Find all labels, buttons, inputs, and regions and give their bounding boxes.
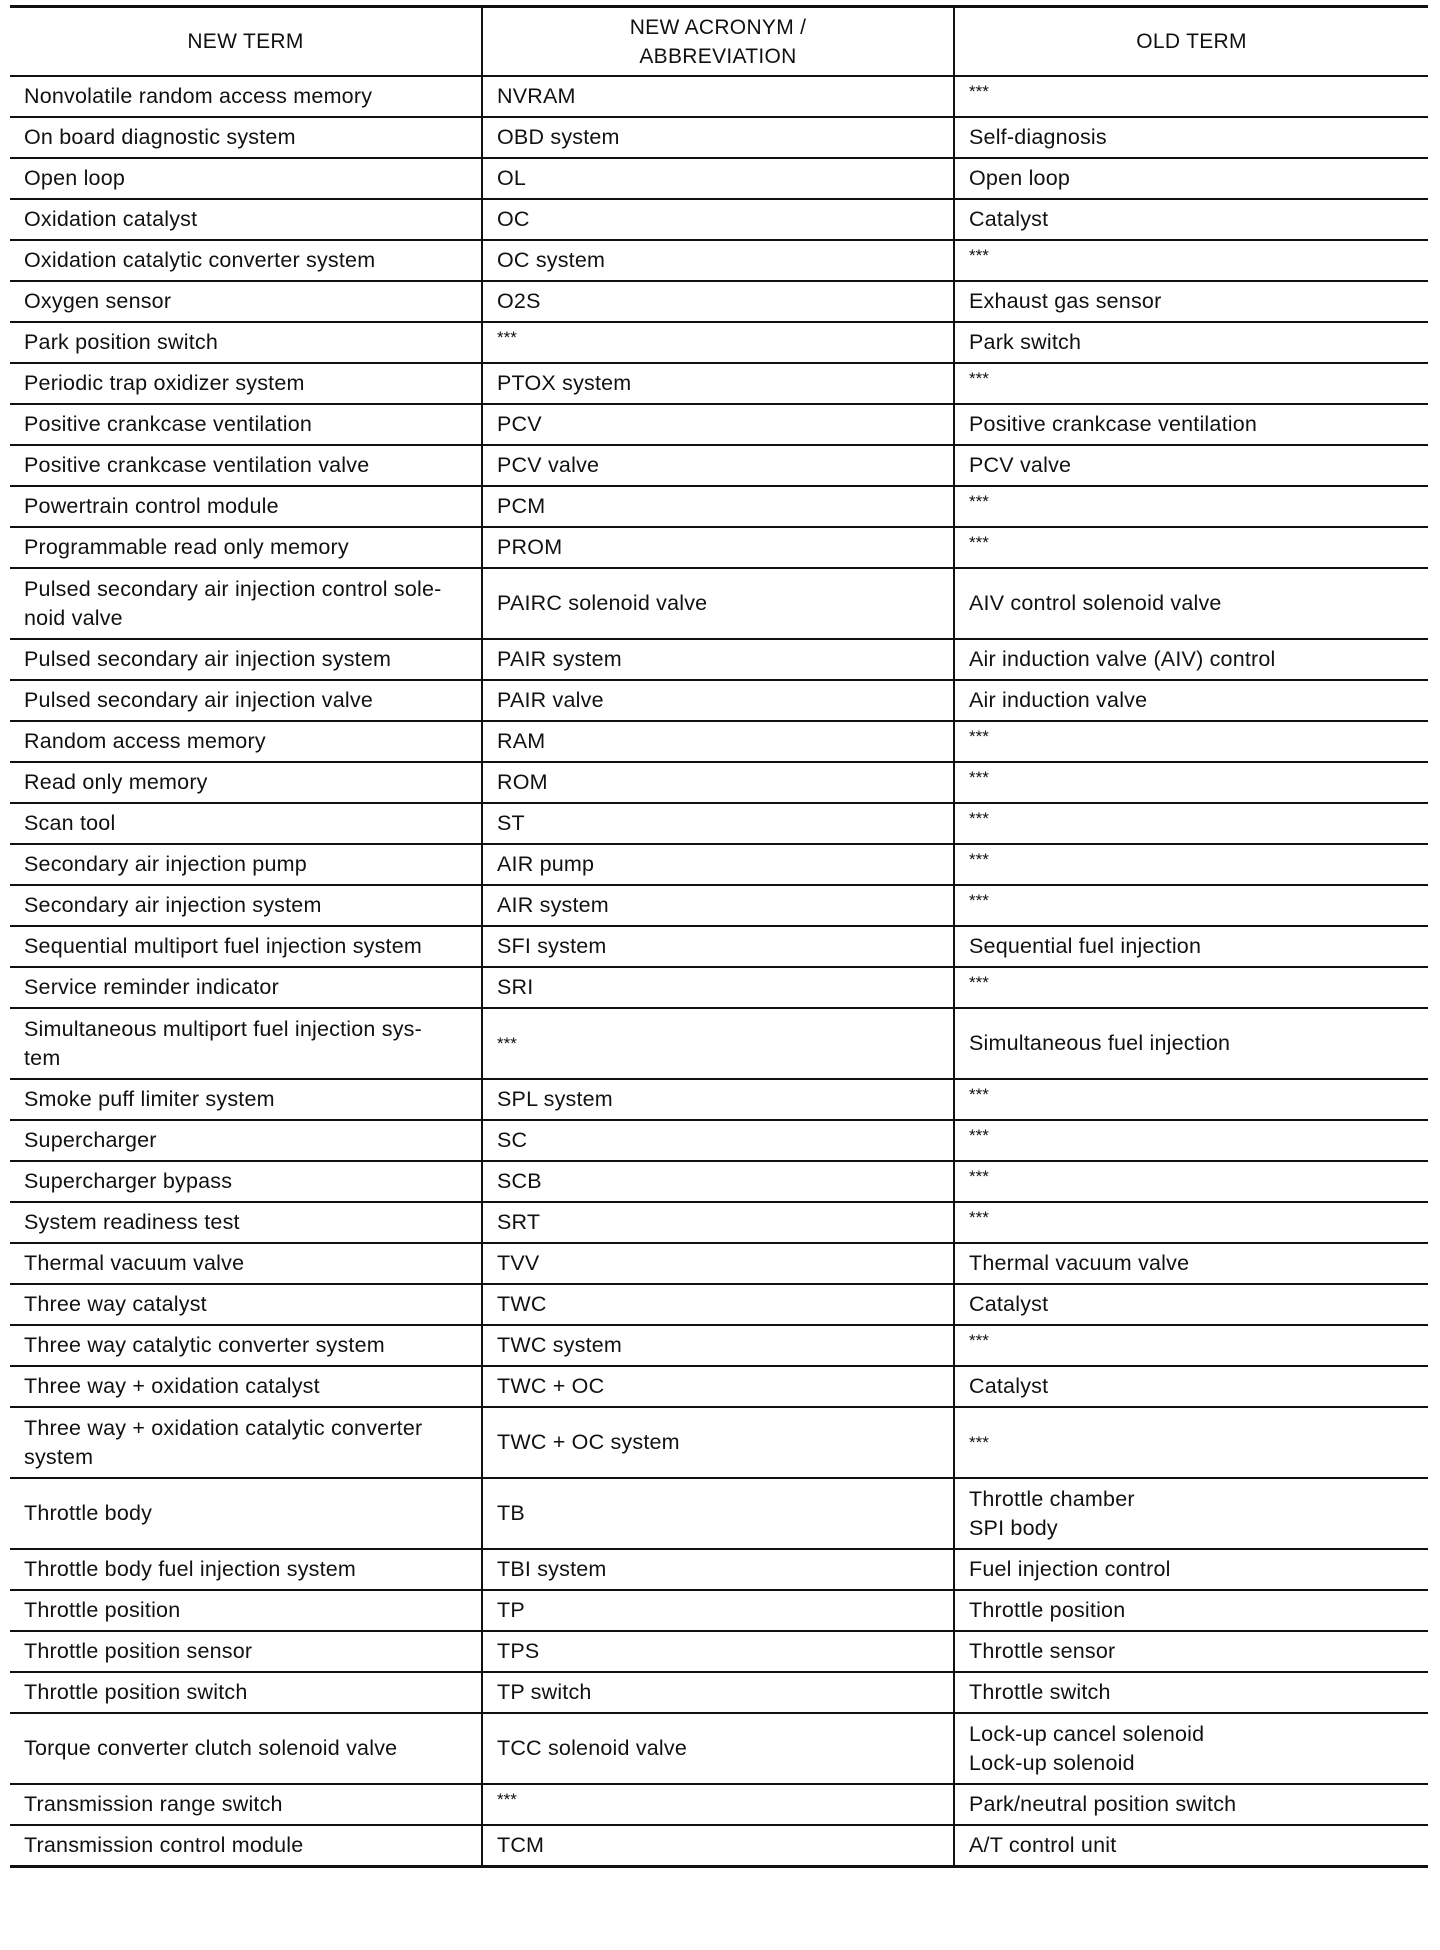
old-term-cell: Park switch <box>954 322 1428 363</box>
terminology-table <box>10 5 1428 1868</box>
acronym-cell: NVRAM <box>482 76 954 117</box>
acronym-cell: OC system <box>482 240 954 281</box>
acronym-cell: TCM <box>482 1825 954 1866</box>
old-term-cell: *** <box>954 486 1428 527</box>
acronym-cell: PCV <box>482 404 954 445</box>
table-row <box>10 639 1428 680</box>
table-row <box>10 967 1428 1008</box>
old-term-cell: Air induction valve <box>954 680 1428 721</box>
new-term-cell: Oxygen sensor <box>10 281 482 322</box>
old-term-cell: *** <box>954 527 1428 568</box>
old-term-cell: Positive crankcase ventilation <box>954 404 1428 445</box>
table-row <box>10 404 1428 445</box>
old-term-cell: Park/neutral position switch <box>954 1784 1428 1825</box>
new-term-cell: Pulsed secondary air injection control sole- noid valve <box>10 568 482 639</box>
header-old-term: OLD TERM <box>954 7 1428 77</box>
acronym-cell: TWC system <box>482 1325 954 1366</box>
old-term-cell: Throttle chamber SPI body <box>954 1478 1428 1549</box>
new-term-cell: Secondary air injection system <box>10 885 482 926</box>
acronym-cell: TVV <box>482 1243 954 1284</box>
acronym-cell: TPS <box>482 1631 954 1672</box>
table-row <box>10 158 1428 199</box>
new-term-cell: Three way catalytic converter system <box>10 1325 482 1366</box>
old-term-cell: *** <box>954 363 1428 404</box>
old-term-cell: *** <box>954 803 1428 844</box>
table-row <box>10 1713 1428 1784</box>
acronym-cell: OC <box>482 199 954 240</box>
table-row <box>10 363 1428 404</box>
acronym-cell: O2S <box>482 281 954 322</box>
acronym-cell: AIR system <box>482 885 954 926</box>
new-term-cell: Supercharger <box>10 1120 482 1161</box>
acronym-cell: SFI system <box>482 926 954 967</box>
table-row <box>10 1325 1428 1366</box>
table-row <box>10 76 1428 117</box>
new-term-cell: Transmission range switch <box>10 1784 482 1825</box>
acronym-cell: TWC + OC <box>482 1366 954 1407</box>
table-row <box>10 885 1428 926</box>
old-term-cell: Catalyst <box>954 199 1428 240</box>
acronym-cell: SCB <box>482 1161 954 1202</box>
old-term-cell: PCV valve <box>954 445 1428 486</box>
old-term-cell: *** <box>954 885 1428 926</box>
old-term-cell: *** <box>954 76 1428 117</box>
old-term-cell: *** <box>954 1407 1428 1478</box>
acronym-cell: *** <box>482 1784 954 1825</box>
table-row <box>10 926 1428 967</box>
table-row <box>10 1243 1428 1284</box>
old-term-cell: *** <box>954 762 1428 803</box>
table-row <box>10 1161 1428 1202</box>
acronym-cell: TBI system <box>482 1549 954 1590</box>
table-row <box>10 486 1428 527</box>
table-row <box>10 1366 1428 1407</box>
old-term-cell: *** <box>954 967 1428 1008</box>
table-row <box>10 844 1428 885</box>
old-term-cell: Lock-up cancel solenoid Lock-up solenoid <box>954 1713 1428 1784</box>
table-row <box>10 803 1428 844</box>
old-term-cell: Throttle sensor <box>954 1631 1428 1672</box>
acronym-cell: SPL system <box>482 1079 954 1120</box>
old-term-cell: *** <box>954 1079 1428 1120</box>
table-row <box>10 1631 1428 1672</box>
table-row <box>10 1825 1428 1866</box>
old-term-cell: Sequential fuel injection <box>954 926 1428 967</box>
new-term-cell: Service reminder indicator <box>10 967 482 1008</box>
table-body <box>10 76 1428 1866</box>
old-term-cell: AIV control solenoid valve <box>954 568 1428 639</box>
document-page <box>10 5 1428 1868</box>
new-term-cell: Thermal vacuum valve <box>10 1243 482 1284</box>
header-new-term: NEW TERM <box>10 7 482 77</box>
old-term-cell: Simultaneous fuel injection <box>954 1008 1428 1079</box>
table-row <box>10 1478 1428 1549</box>
acronym-cell: TP <box>482 1590 954 1631</box>
new-term-cell: Park position switch <box>10 322 482 363</box>
table-row <box>10 1784 1428 1825</box>
table-row <box>10 1549 1428 1590</box>
old-term-cell: Exhaust gas sensor <box>954 281 1428 322</box>
acronym-cell: RAM <box>482 721 954 762</box>
new-term-cell: Pulsed secondary air injection valve <box>10 680 482 721</box>
old-term-cell: Self-diagnosis <box>954 117 1428 158</box>
new-term-cell: Three way + oxidation catalytic converter system <box>10 1407 482 1478</box>
old-term-cell: *** <box>954 1202 1428 1243</box>
new-term-cell: Throttle position <box>10 1590 482 1631</box>
new-term-cell: Pulsed secondary air injection system <box>10 639 482 680</box>
old-term-cell: Open loop <box>954 158 1428 199</box>
old-term-cell: *** <box>954 721 1428 762</box>
acronym-cell: PAIR valve <box>482 680 954 721</box>
new-term-cell: Torque converter clutch solenoid valve <box>10 1713 482 1784</box>
old-term-cell: Catalyst <box>954 1366 1428 1407</box>
table-row <box>10 1672 1428 1713</box>
table-row <box>10 762 1428 803</box>
old-term-cell: A/T control unit <box>954 1825 1428 1866</box>
acronym-cell: TP switch <box>482 1672 954 1713</box>
acronym-cell: PAIR system <box>482 639 954 680</box>
new-term-cell: Scan tool <box>10 803 482 844</box>
new-term-cell: Three way + oxidation catalyst <box>10 1366 482 1407</box>
table-row <box>10 281 1428 322</box>
table-row <box>10 445 1428 486</box>
new-term-cell: Oxidation catalytic converter system <box>10 240 482 281</box>
old-term-cell: *** <box>954 844 1428 885</box>
new-term-cell: Three way catalyst <box>10 1284 482 1325</box>
table-row <box>10 1079 1428 1120</box>
new-term-cell: Nonvolatile random access memory <box>24 84 373 108</box>
new-term-cell: Powertrain control module <box>10 486 482 527</box>
acronym-cell: SC <box>482 1120 954 1161</box>
acronym-cell: PTOX system <box>482 363 954 404</box>
new-term-cell: Read only memory <box>10 762 482 803</box>
acronym-cell: SRI <box>482 967 954 1008</box>
acronym-cell: *** <box>482 1008 954 1079</box>
new-term-cell: Secondary air injection pump <box>10 844 482 885</box>
new-term-cell: Throttle position sensor <box>10 1631 482 1672</box>
acronym-cell: TCC solenoid valve <box>482 1713 954 1784</box>
old-term-cell: *** <box>954 1161 1428 1202</box>
acronym-cell: *** <box>482 322 954 363</box>
table-row <box>10 1120 1428 1161</box>
table-row <box>10 527 1428 568</box>
table-header <box>10 7 1428 77</box>
new-term-cell: Smoke puff limiter system <box>10 1079 482 1120</box>
acronym-cell: SRT <box>482 1202 954 1243</box>
new-term-cell: Random access memory <box>10 721 482 762</box>
table-row <box>10 1590 1428 1631</box>
old-term-cell: Throttle position <box>954 1590 1428 1631</box>
new-term-cell: Oxidation catalyst <box>10 199 482 240</box>
table-row <box>10 199 1428 240</box>
table-row <box>10 240 1428 281</box>
new-term-cell: Programmable read only memory <box>10 527 482 568</box>
acronym-cell: PCV valve <box>482 445 954 486</box>
table-row <box>10 322 1428 363</box>
header-row <box>10 7 1428 77</box>
old-term-cell: Thermal vacuum valve <box>954 1243 1428 1284</box>
new-term-cell: Positive crankcase ventilation <box>10 404 482 445</box>
new-term-cell: Periodic trap oxidizer system <box>10 363 482 404</box>
new-term-cell: System readiness test <box>10 1202 482 1243</box>
acronym-cell: ST <box>482 803 954 844</box>
acronym-cell: AIR pump <box>482 844 954 885</box>
table-row <box>10 680 1428 721</box>
table-row <box>10 1284 1428 1325</box>
new-term-cell: Open loop <box>10 158 482 199</box>
header-new-acronym: NEW ACRONYM / ABBREVIATION <box>482 7 954 77</box>
new-term-cell: Sequential multiport fuel injection system <box>10 926 482 967</box>
old-term-cell: *** <box>954 1325 1428 1366</box>
table-row <box>10 721 1428 762</box>
acronym-cell: PROM <box>482 527 954 568</box>
acronym-cell: OL <box>482 158 954 199</box>
new-term-cell: Positive crankcase ventilation valve <box>10 445 482 486</box>
table-row <box>10 568 1428 639</box>
acronym-cell: PCM <box>482 486 954 527</box>
old-term-cell: *** <box>954 240 1428 281</box>
old-term-cell: Fuel injection control <box>954 1549 1428 1590</box>
table-row <box>10 1202 1428 1243</box>
acronym-cell: TWC <box>482 1284 954 1325</box>
acronym-cell: PAIRC solenoid valve <box>482 568 954 639</box>
old-term-cell: *** <box>954 1120 1428 1161</box>
new-term-cell: Transmission control module <box>10 1825 482 1866</box>
table-row <box>10 1008 1428 1079</box>
acronym-cell: TWC + OC system <box>482 1407 954 1478</box>
new-term-cell: Simultaneous multiport fuel injection sys- tem <box>10 1008 482 1079</box>
new-term-cell: Supercharger bypass <box>10 1161 482 1202</box>
old-term-cell: Air induction valve (AIV) control <box>954 639 1428 680</box>
old-term-cell: Catalyst <box>954 1284 1428 1325</box>
table-row <box>10 117 1428 158</box>
acronym-cell: OBD system <box>482 117 954 158</box>
table-row <box>10 1407 1428 1478</box>
old-term-cell: Throttle switch <box>954 1672 1428 1713</box>
new-term-cell: Throttle body <box>10 1478 482 1549</box>
new-term-cell: On board diagnostic system <box>10 117 482 158</box>
new-term-cell: Throttle body fuel injection system <box>10 1549 482 1590</box>
acronym-cell: TB <box>482 1478 954 1549</box>
new-term-cell: Throttle position switch <box>10 1672 482 1713</box>
acronym-cell: ROM <box>482 762 954 803</box>
